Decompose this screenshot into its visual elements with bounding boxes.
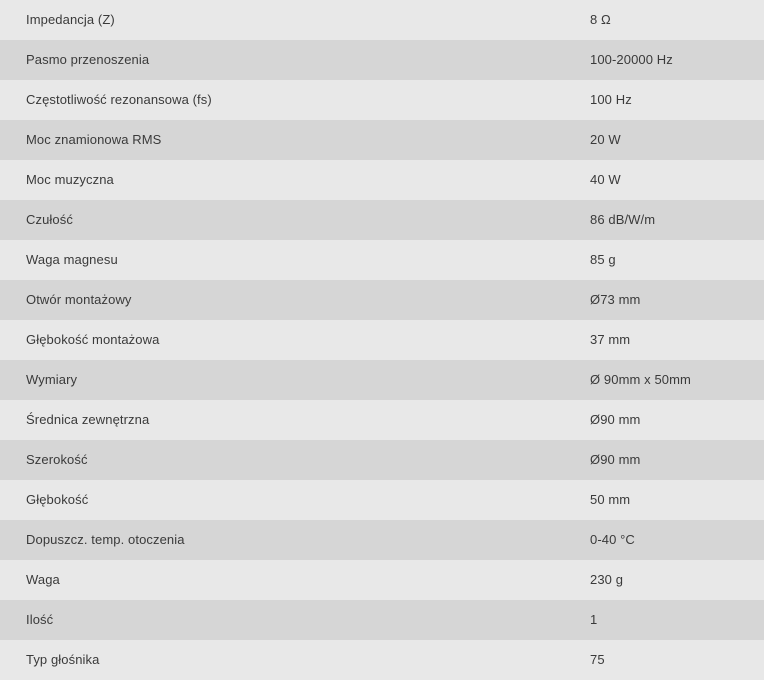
table-row [0, 560, 764, 600]
spec-value-text: 20 W [590, 132, 621, 147]
spec-value-text: Ø90 mm [590, 412, 641, 427]
table-row [0, 120, 764, 160]
spec-value-cell [590, 440, 764, 480]
spec-value-text: Ø73 mm [590, 292, 641, 307]
spec-name-text: Typ głośnika [26, 652, 100, 667]
spec-name-text: Średnica zewnętrzna [26, 412, 150, 427]
spec-value-text: 75 [590, 652, 605, 667]
spec-value-text: 1 [590, 612, 598, 627]
spec-value-cell [590, 0, 764, 40]
spec-value-cell [590, 480, 764, 520]
spec-value-text: 50 mm [590, 492, 631, 507]
spec-value-text: 86 dB/W/m [590, 212, 656, 227]
spec-value-text: 37 mm [590, 332, 631, 347]
table-row [0, 640, 764, 680]
spec-name-text: Impedancja (Z) [26, 12, 115, 27]
spec-value-cell [590, 560, 764, 600]
table-row [0, 280, 764, 320]
table-row [0, 480, 764, 520]
spec-value-cell [590, 200, 764, 240]
spec-value-text: 230 g [590, 572, 624, 587]
spec-name-cell [0, 0, 590, 40]
spec-name-text: Otwór montażowy [26, 292, 132, 307]
spec-name-cell [0, 200, 590, 240]
spec-name-cell [0, 520, 590, 560]
spec-value-text: 100-20000 Hz [590, 52, 673, 67]
spec-value-cell [590, 120, 764, 160]
table-row [0, 360, 764, 400]
spec-name-cell [0, 240, 590, 280]
spec-value-cell [590, 240, 764, 280]
spec-name-text: Waga [26, 572, 60, 587]
spec-name-cell [0, 40, 590, 80]
spec-value-cell [590, 600, 764, 640]
spec-value-cell [590, 360, 764, 400]
spec-name-text: Moc muzyczna [26, 172, 114, 187]
spec-value-text: Ø90 mm [590, 452, 641, 467]
spec-name-cell [0, 440, 590, 480]
table-row [0, 200, 764, 240]
spec-name-text: Szerokość [26, 452, 88, 467]
table-row [0, 320, 764, 360]
spec-value-text: 0-40 °C [590, 532, 635, 547]
spec-name-text: Głębokość [26, 492, 89, 507]
spec-name-cell [0, 360, 590, 400]
spec-value-cell [590, 400, 764, 440]
spec-value-cell [590, 40, 764, 80]
table-row [0, 440, 764, 480]
table-row [0, 600, 764, 640]
spec-name-cell [0, 280, 590, 320]
spec-value-cell [590, 80, 764, 120]
spec-name-cell [0, 600, 590, 640]
table-row [0, 160, 764, 200]
spec-name-text: Pasmo przenoszenia [26, 52, 150, 67]
spec-value-cell [590, 160, 764, 200]
spec-value-cell [590, 280, 764, 320]
spec-name-text: Częstotliwość rezonansowa (fs) [26, 92, 212, 107]
spec-value-cell [590, 640, 764, 680]
spec-value-text: 40 W [590, 172, 621, 187]
spec-name-text: Wymiary [26, 372, 78, 387]
table-row [0, 400, 764, 440]
spec-name-cell [0, 120, 590, 160]
spec-value-text: 85 g [590, 252, 616, 267]
spec-name-cell [0, 480, 590, 520]
spec-value-text: 100 Hz [590, 92, 632, 107]
spec-name-cell [0, 560, 590, 600]
spec-name-cell [0, 400, 590, 440]
spec-name-cell [0, 320, 590, 360]
spec-name-text: Dopuszcz. temp. otoczenia [26, 532, 185, 547]
table-row [0, 0, 764, 40]
spec-name-cell [0, 80, 590, 120]
spec-name-text: Moc znamionowa RMS [26, 132, 162, 147]
spec-value-cell [590, 520, 764, 560]
spec-name-text: Głębokość montażowa [26, 332, 160, 347]
table-row [0, 520, 764, 560]
spec-name-text: Ilość [26, 612, 54, 627]
spec-name-cell [0, 640, 590, 680]
spec-value-text: 8 Ω [590, 12, 611, 27]
table-row [0, 40, 764, 80]
table-row [0, 240, 764, 280]
spec-name-text: Waga magnesu [26, 252, 118, 267]
spec-name-text: Czułość [26, 212, 73, 227]
spec-value-cell [590, 320, 764, 360]
spec-name-cell [0, 160, 590, 200]
spec-value-text: Ø 90mm x 50mm [590, 372, 691, 387]
table-row [0, 80, 764, 120]
